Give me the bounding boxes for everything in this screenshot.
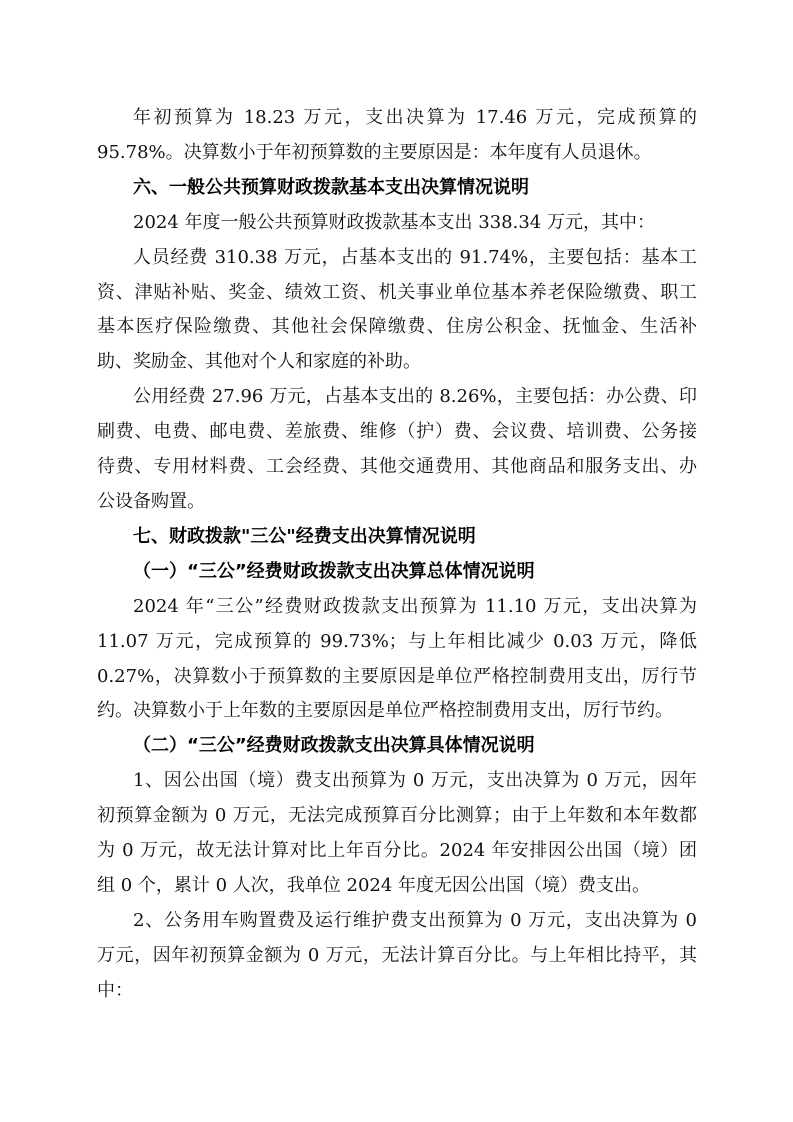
text-line: 中： [97, 979, 133, 1001]
paragraph-public-expenses [97, 380, 697, 520]
text-line: 刷费、电费、邮电费、差旅费、维修（护）费、会议费、培训费、公务接 [97, 421, 697, 443]
text-line: 0.27%，决算数小于预算数的主要原因是单位严格控制费用支出，厉行节 [97, 665, 697, 687]
paragraph-three-public-overall [97, 590, 697, 730]
text-line: 公用经费 27.96 万元，占基本支出的 8.26%，主要包括：办公费、印 [133, 386, 697, 408]
text-line: 2、公务用车购置费及运行维护费支出预算为 0 万元，支出决算为 0 [133, 909, 697, 931]
text-line: 年初预算为 18.23 万元，支出决算为 17.46 万元，完成预算的 [133, 107, 697, 128]
text-line: 11.07 万元，完成预算的 99.73%；与上年相比减少 0.03 万元，降低 [97, 630, 697, 652]
text-line: 2024 年度一般公共预算财政拨款基本支出 338.34 万元，其中： [133, 211, 655, 233]
text-line: 万元，因年初预算金额为 0 万元，无法计算百分比。与上年相比持平，其 [97, 944, 697, 966]
text-line: 初预算金额为 0 万元，无法完成预算百分比测算；由于上年数和本年数都 [97, 805, 697, 827]
paragraph-overseas-travel [97, 764, 697, 904]
document-body [97, 101, 697, 1009]
subsection-heading-7-1: （一）“三公”经费财政拨款支出决算总体情况说明 [133, 560, 535, 582]
section-heading-7: 七、财政拨款"三公"经费支出决算情况说明 [133, 525, 476, 547]
paragraph-basic-expenditure-total [97, 206, 697, 241]
text-line: 助、奖励金、其他对个人和家庭的补助。 [97, 351, 421, 373]
text-line: 2024 年“三公”经费财政拨款支出预算为 11.10 万元，支出决算为 [133, 595, 697, 617]
text-line: 1、因公出国（境）费支出预算为 0 万元，支出决算为 0 万元，因年 [133, 770, 697, 792]
text-line: 基本医疗保险缴费、其他社会保障缴费、住房公积金、抚恤金、生活补 [97, 316, 697, 338]
section-heading-6: 六、一般公共预算财政拨款基本支出决算情况说明 [133, 176, 529, 198]
text-line: 为 0 万元，故无法计算对比上年百分比。2024 年安排因公出国（境）团 [97, 840, 697, 862]
paragraph-personnel-expenses [97, 241, 697, 381]
text-line: 公设备购置。 [97, 490, 205, 512]
paragraph-official-vehicles [97, 904, 697, 1009]
paragraph-budget-completion [97, 101, 697, 171]
text-line: 约。决算数小于上年数的主要原因是单位严格控制费用支出，厉行节约。 [97, 700, 673, 722]
subsection-heading-7-2: （二）“三公”经费财政拨款支出决算具体情况说明 [133, 735, 535, 757]
text-line: 人员经费 310.38 万元，占基本支出的 91.74%，主要包括：基本工 [133, 246, 697, 268]
text-line: 待费、专用材料费、工会经费、其他交通费用、其他商品和服务支出、办 [97, 456, 697, 478]
text-line: 95.78%。决算数小于年初预算数的主要原因是：本年度有人员退休。 [97, 141, 652, 163]
text-line: 组 0 个，累计 0 人次，我单位 2024 年度无因公出国（境）费支出。 [97, 874, 651, 896]
text-line: 资、津贴补贴、奖金、绩效工资、机关事业单位基本养老保险缴费、职工 [97, 281, 697, 303]
